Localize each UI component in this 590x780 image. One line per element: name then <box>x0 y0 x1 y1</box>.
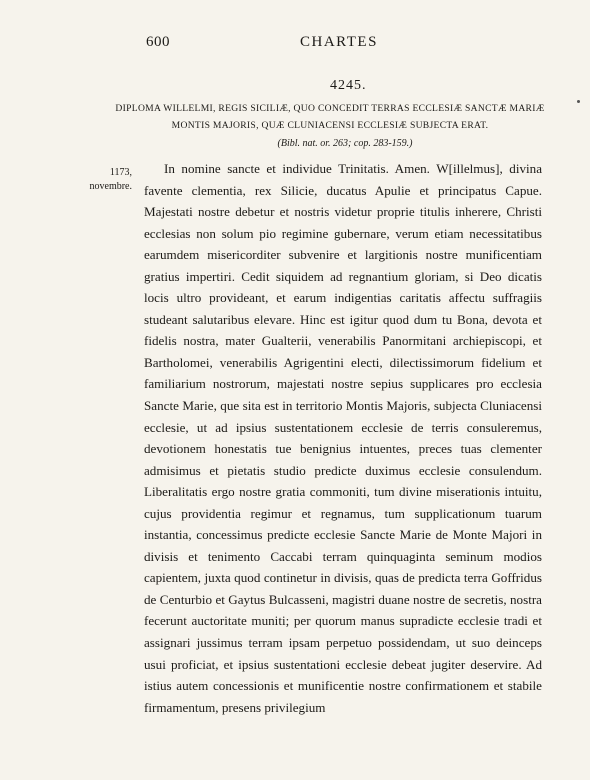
margin-date <box>62 166 132 194</box>
charter-paragraph: In nomine sancte et individue Trinitatis. Amen. W[illelmus], divina favente clementia, rex Silicie, ducatus Apulie et principatus Capue. Majestati nostre debetur et nostris videtur proprie titulis inherere, Christi ecclesias non solum pio regimine gubernare, verum etiam necessitatibus earumdem misericorditer subvenire et largitionis nostre munificentiam gratius impertiri. Cedit siquidem ad regnantium gloriam, si Deo dicatis locis ultro provideant, et earum indigentias caritatis affectu suffragiis studeant salutaribus elevare. Hinc est igitur quod dum tu Bona, devota et fidelis nostra, mater Gualterii, venerabilis Panormitani archiepiscopi, et Bartholomei, venerabilis Agrigentini electi, dilectissimorum fidelium et familiarium nostrorum, majestati nostre sepius supplicares pro ecclesia Sancte Marie, que sita est in territorio Montis Majoris, subjecta Cluniacensi ecclesie, ut ad ipsius sustentationem ecclesie de terris consuleremus, devotionem honestatis tue benignius intuentes, preces tuas clementer admisimus et pietatis studio predicte duximus ecclesie consulendum. Liberalitatis ergo nostre gratia commoniti, tum divine miserationis intuitu, cujus providentia regimur et regnamus, tum supplicationum tuarum instantia, concessimus predicte ecclesie Sancte Marie de Monte Majori in divisis et tenimento Caccabi terram quinquaginta seminum modios capientem, juxta quod continetur in divisis, quas de predicta terra Goffridus de Centurbio et Gaytus Bulcasseni, magistri duane nostre de secretis, nostra fecerunt auctoritate muniti; per quorum manus supradicte ecclesie tradi et assignari jussimus terram ipsam perpetuo possidendam, ut suo deinceps usui proficiat, et ipsius sustentationi ecclesie debeat jugiter deservire. Ad istius autem concessionis et munificentie nostre confirmationem et stabile firmamentum, presens privilegium <box>144 161 542 715</box>
charter-number: 4245. <box>330 78 367 93</box>
running-head <box>0 34 590 54</box>
page-speck <box>577 100 580 103</box>
charter-source: (Bibl. nat. or. 263; cop. 283-159.) <box>277 138 413 149</box>
running-title: CHARTES <box>300 34 378 50</box>
margin-date-year: 1173, <box>109 167 132 178</box>
page-number: 600 <box>146 34 170 50</box>
margin-date-month: novembre. <box>89 181 132 192</box>
charter-heading: DIPLOMA WILLELMI, REGIS SICILIÆ, QUO CONCEDIT TERRAS ECCLESIÆ SANCTÆ MARIÆ MONTIS MAJORIS, QUÆ CLUNIACENSI ECCLESIÆ SUBJECTA ERAT. <box>115 103 545 131</box>
charter-text <box>144 158 542 718</box>
